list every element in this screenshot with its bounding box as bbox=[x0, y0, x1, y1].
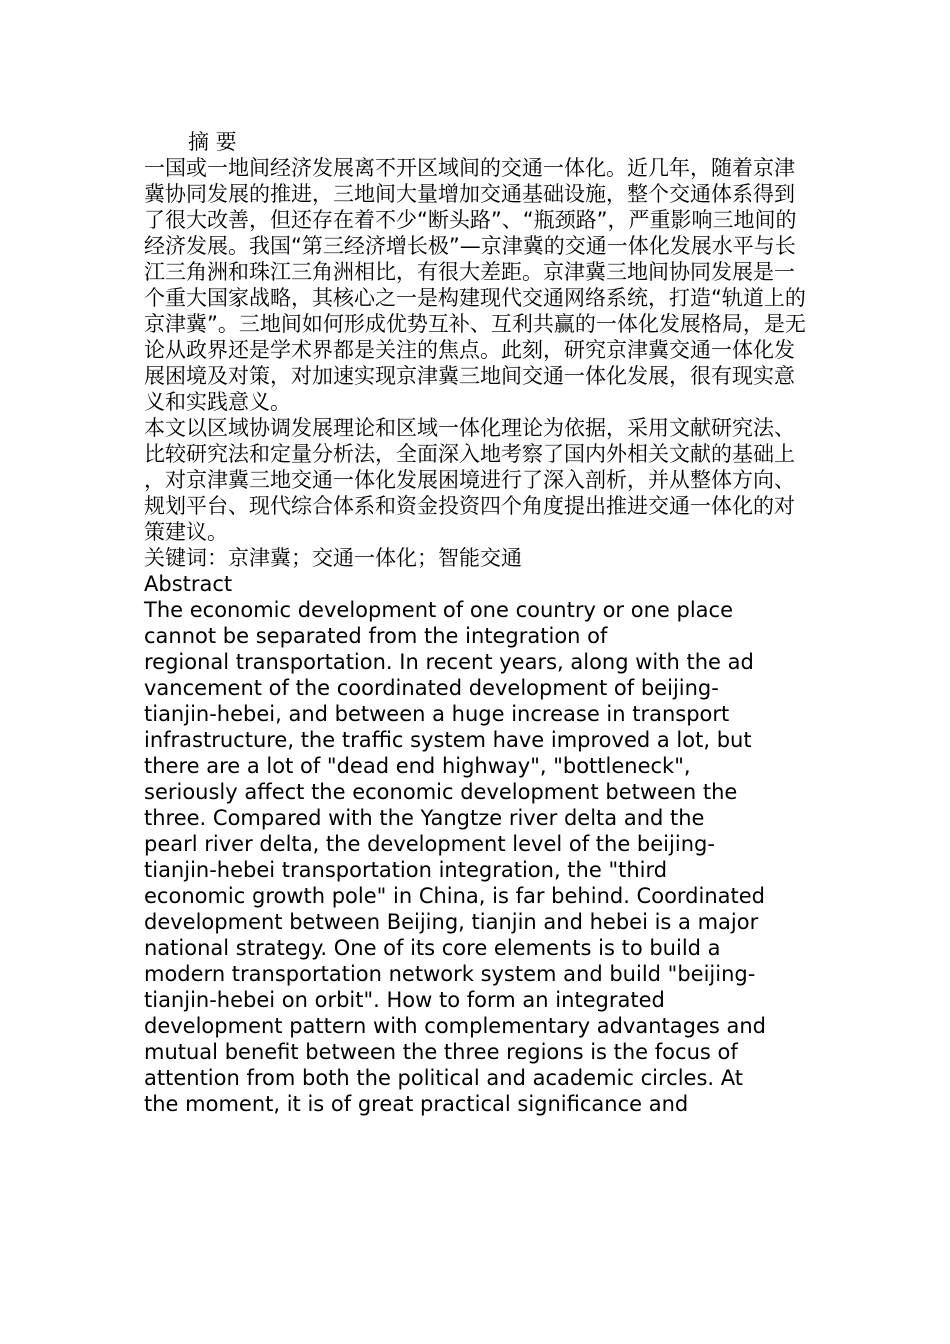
abstract-en-line: regional transportation. In recent years, along with the ad bbox=[144, 650, 754, 674]
abstract-en-line: economic growth pole" in China, is far behind. Coordinated bbox=[144, 884, 766, 908]
abstract-en-heading: Abstract bbox=[144, 572, 233, 596]
abstract-en-line: national strategy. One of its core elements is to build a bbox=[144, 936, 721, 960]
abstract-en-line: attention from both the political and academic circles. At bbox=[144, 1066, 743, 1090]
abstract-en-line: development pattern with complementary advantages and bbox=[144, 1014, 767, 1038]
abstract-en-line: vancement of the coordinated development of beijing- bbox=[144, 676, 719, 700]
abstract-en-line: pearl river delta, the development level of the beijing- bbox=[144, 832, 715, 856]
abstract-en-line: tianjin-hebei, and between a huge increase in transport bbox=[144, 702, 730, 726]
abstract-en-line: The economic development of one country or one place bbox=[144, 598, 733, 622]
keywords-line: 关键词：京津冀；交通一体化；智能交通 bbox=[144, 546, 522, 570]
abstract-en-line: there are a lot of "dead end highway", "bottleneck", bbox=[144, 754, 691, 778]
abstract-en-line: infrastructure, the traffic system have improved a lot, but bbox=[144, 728, 752, 752]
abstract-en-line: tianjin-hebei on orbit". How to form an integrated bbox=[144, 988, 665, 1012]
abstract-en-line: mutual benefit between the three regions is the focus of bbox=[144, 1040, 738, 1064]
abstract-en-paragraph bbox=[144, 597, 812, 1117]
abstract-cn-paragraph-2: 本文以区域协调发展理论和区域一体化理论为依据，采用文献研究法、比较研究法和定量分析法，全面深入地考察了国内外相关文献的基础上，对京津冀三地交通一体化发展困境进行了深入剖析，并从整体方向、规划平台、现代综合体系和资金投资四个角度提出推进交通一体化的对策建议。 bbox=[144, 416, 795, 544]
abstract-en-line: modern transportation network system and build "beijing- bbox=[144, 962, 756, 986]
abstract-en-line: three. Compared with the Yangtze river delta and the bbox=[144, 806, 705, 830]
abstract-en-line: cannot be separated from the integration of bbox=[144, 624, 608, 648]
document-page bbox=[144, 129, 814, 1117]
abstract-en-line: the moment, it is of great practical significance and bbox=[144, 1092, 689, 1116]
abstract-cn-heading: 摘 要 bbox=[188, 130, 237, 154]
abstract-en-line: development between Beijing, tianjin and hebei is a major bbox=[144, 910, 759, 934]
abstract-en-line: tianjin-hebei transportation integration, the "third bbox=[144, 858, 668, 882]
abstract-en-line: seriously affect the economic development between the bbox=[144, 780, 738, 804]
abstract-cn-paragraph-1: 一国或一地间经济发展离不开区域间的交通一体化。近几年，随着京津冀协同发展的推进，三地间大量增加交通基础设施，整个交通体系得到了很大改善，但还存在着不少“断头路”、“瓶颈路”，严重影响三地间的经济发展。我国“第三经济增长极”—京津冀的交通一体化发展水平与长江三角洲和珠江三角洲相比，有很大差距。京津冀三地间协同发展是一个重大国家战略，其核心之一是构建现代交通网络系统，打造“轨道上的京津冀”。三地间如何形成优势互补、互利共赢的一体化发展格局，是无论从政界还是学术界都是关注的焦点。此刻，研究京津冀交通一体化发展困境及对策，对加速实现京津冀三地间交通一体化发展，很有现实意义和实践意义。 bbox=[144, 156, 806, 414]
